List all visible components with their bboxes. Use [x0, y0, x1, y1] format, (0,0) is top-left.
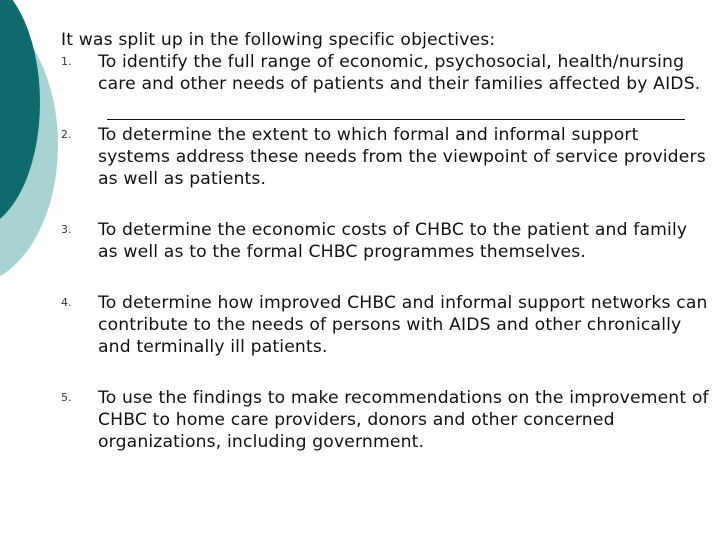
- objective-number: 1.: [61, 55, 72, 68]
- underline-rule: [107, 119, 685, 120]
- objective-item: [61, 124, 711, 190]
- objective-item: [61, 292, 711, 358]
- objective-text: To determine the extent to which formal and informal support systems address these needs from the viewpoint of service providers as well as patients.: [98, 125, 706, 189]
- objective-text: To determine the economic costs of CHBC to the patient and family as well as to the formal CHBC programmes themselves.: [98, 220, 688, 262]
- slide-body: [61, 29, 711, 453]
- objective-item: [61, 387, 711, 453]
- objective-number: 4.: [61, 296, 72, 309]
- decorative-circles: [0, 0, 60, 300]
- objective-item: [61, 219, 711, 263]
- objective-item: [61, 51, 711, 95]
- objective-text: To use the findings to make recommendations on the improvement of CHBC to home care providers, donors and other concerned organizations, including government.: [98, 388, 709, 452]
- objective-number: 2.: [61, 128, 72, 141]
- objective-number: 5.: [61, 391, 72, 404]
- objective-text: To determine how improved CHBC and informal support networks can contribute to the needs of persons with AIDS and other chronically and terminally ill patients.: [98, 293, 708, 357]
- objectives-list: [61, 51, 711, 453]
- objective-number: 3.: [61, 223, 72, 236]
- intro-text: It was split up in the following specific objectives:: [61, 30, 496, 50]
- objective-text: To identify the full range of economic, psychosocial, health/nursing care and other needs of patients and their families affected by AIDS.: [98, 52, 701, 94]
